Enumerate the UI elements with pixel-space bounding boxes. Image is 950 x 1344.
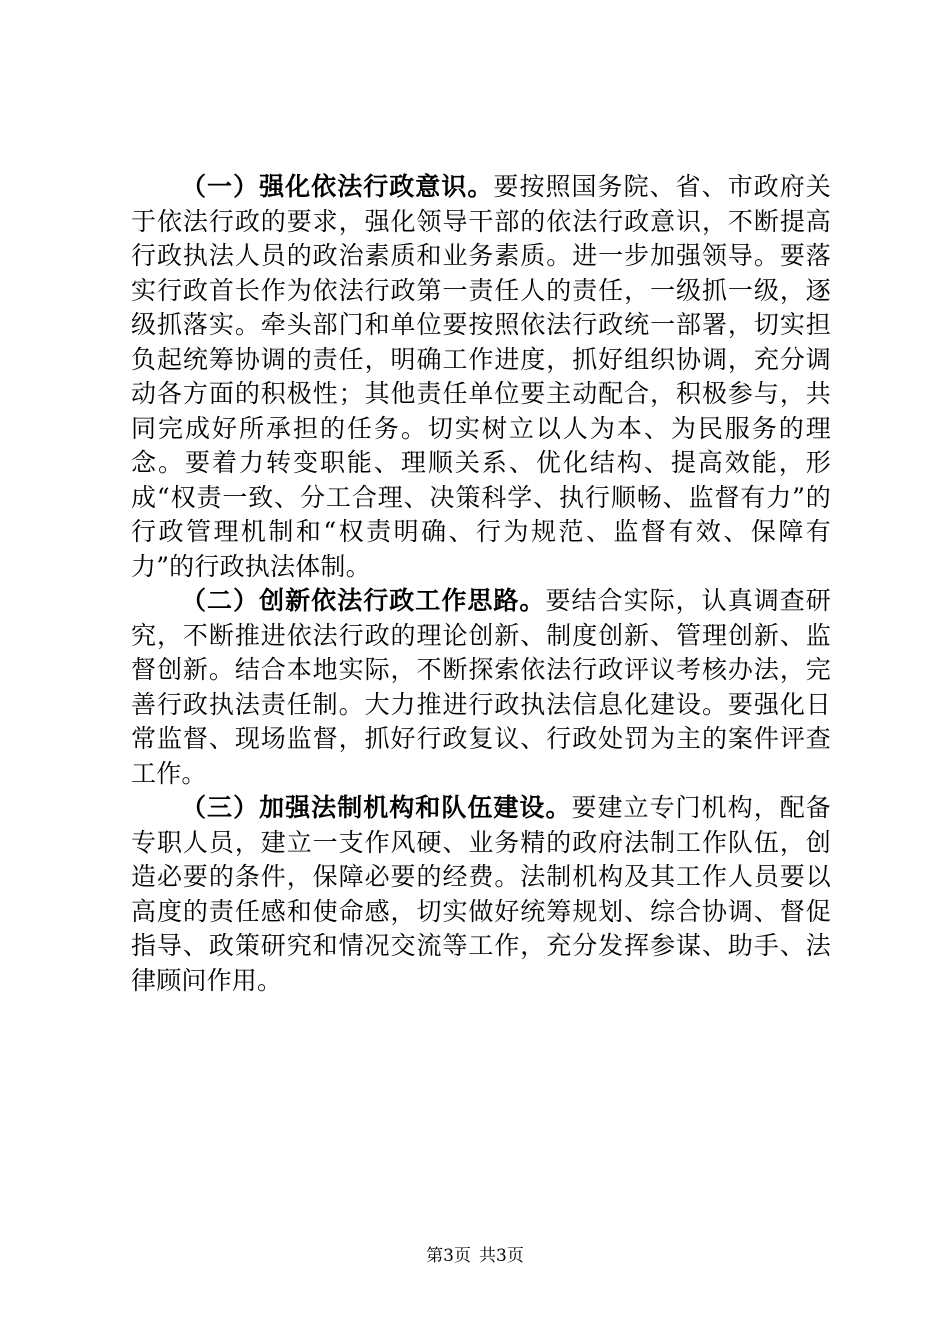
paragraph-2	[131, 584, 831, 791]
document-body	[131, 170, 831, 998]
page-footer	[0, 1245, 950, 1267]
paragraph-3	[131, 791, 831, 998]
paragraph-3-text: 要建立专门机构，配备专职人员，建立一支作风硬、业务精的政府法制工作队伍，创造必要的条件，保障必要的经费。法制机构及其工作人员要以高度的责任感和使命感，切实做好统筹规划、综合协调、督促指导、政策研究和情况交流等工作，充分发挥参谋、助手、法律顾问作用。	[131, 793, 831, 995]
paragraph-3-heading: （三）加强法制机构和队伍建设。	[181, 793, 572, 822]
page-total: 共3页	[479, 1246, 524, 1266]
paragraph-1	[131, 170, 831, 584]
paragraph-2-heading: （二）创新依法行政工作思路。	[181, 586, 546, 615]
paragraph-2-text: 要结合实际，认真调查研究，不断推进依法行政的理论创新、制度创新、管理创新、监督创新。结合本地实际，不断探索依法行政评议考核办法，完善行政执法责任制。大力推进行政执法信息化建设。要强化日常监督、现场监督，抓好行政复议、行政处罚为主的案件评查工作。	[131, 586, 831, 788]
paragraph-1-heading: （一）强化依法行政意识。	[181, 172, 494, 201]
paragraph-1-text: 要按照国务院、省、市政府关于依法行政的要求，强化领导干部的依法行政意识，不断提高行政执法人员的政治素质和业务素质。进一步加强领导。要落实行政首长作为依法行政第一责任人的责任，一级抓一级，逐级抓落实。牵头部门和单位要按照依法行政统一部署，切实担负起统筹协调的责任，明确工作进度，抓好组织协调，充分调动各方面的积极性；其他责任单位要主动配合，积极参与，共同完成好所承担的任务。切实树立以人为本、为民服务的理念。要着力转变职能、理顺关系、优化结构、提高效能，形成“权责一致、分工合理、决策科学、执行顺畅、监督有力”的行政管理机制和“权责明确、行为规范、监督有效、保障有力”的行政执法体制。	[131, 172, 831, 581]
page-number: 第3页	[426, 1246, 471, 1266]
